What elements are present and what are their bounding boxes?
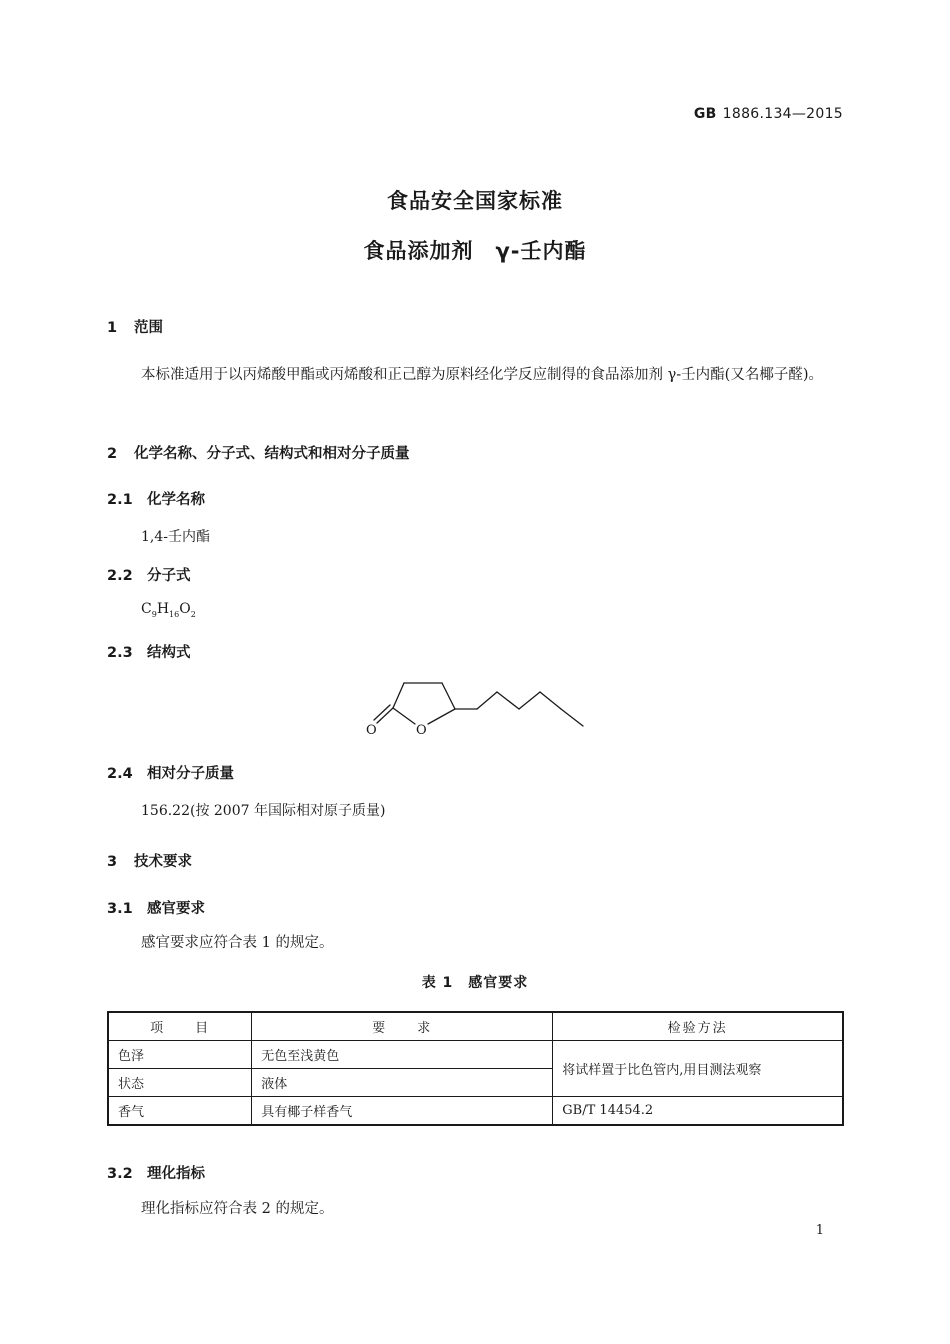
section-2-4-heading — [107, 762, 234, 783]
formula-subscript: 9 — [151, 609, 157, 619]
section-1-paragraph: 本标准适用于以丙烯酸甲酯或丙烯酸和正己醇为原料经化学反应制得的食品添加剂 γ-壬内酯(又名椰子醛)。 — [141, 367, 823, 383]
section-2-3-heading — [107, 641, 191, 662]
section-number: 2.4 — [107, 766, 133, 782]
table-1-caption: 表 1 感官要求 — [421, 975, 529, 991]
page-number: 1 — [815, 1223, 824, 1238]
section-2-1-heading — [107, 488, 205, 509]
section-number: 3.1 — [107, 901, 133, 917]
section-title: 结构式 — [147, 645, 191, 661]
section-number: 2.1 — [107, 492, 133, 508]
sensory-requirements-table — [107, 1011, 844, 1126]
section-2-heading — [107, 442, 410, 463]
section-number: 2 — [107, 446, 118, 462]
section-3-heading — [107, 850, 192, 871]
table-cell-item: 香气 — [108, 1097, 252, 1126]
section-title: 相对分子质量 — [147, 766, 234, 782]
table-cell-item: 色泽 — [108, 1041, 252, 1069]
section-3-2-heading — [107, 1162, 205, 1183]
sub-title: 食品添加剂 γ-壬内酯 — [363, 239, 587, 263]
section-title: 分子式 — [147, 568, 191, 584]
section-title: 化学名称 — [147, 492, 205, 508]
section-number: 2.3 — [107, 645, 133, 661]
section-title: 技术要求 — [134, 854, 192, 870]
chemical-name: 1,4-壬内酯 — [141, 529, 210, 545]
section-title: 范围 — [134, 320, 163, 336]
table-cell-method: GB/T 14454.2 — [553, 1097, 843, 1126]
structural-formula — [360, 672, 600, 742]
table-cell-method-merged: 将试样置于比色管内,用目测法观察 — [553, 1041, 843, 1097]
main-title: 食品安全国家标准 — [387, 189, 563, 213]
formula-element: H — [156, 601, 170, 617]
formula-subscript: 2 — [190, 609, 196, 619]
formula-element: C — [141, 601, 152, 617]
table-cell-requirement: 液体 — [252, 1069, 553, 1097]
standard-code-prefix: GB — [693, 106, 717, 122]
table-header-cell: 检验方法 — [553, 1012, 843, 1041]
formula-subscript: 16 — [169, 609, 180, 619]
table-cell-item: 状态 — [108, 1069, 252, 1097]
section-title: 理化指标 — [147, 1166, 205, 1182]
table-header-row — [108, 1012, 843, 1041]
table-row — [108, 1097, 843, 1126]
section-number: 3.2 — [107, 1166, 133, 1182]
molecular-formula — [141, 601, 196, 619]
standard-code-number: 1886.134—2015 — [722, 106, 843, 122]
table-cell-requirement: 无色至浅黄色 — [252, 1041, 553, 1069]
table-header-cell: 要 求 — [252, 1012, 553, 1041]
section-title: 化学名称、分子式、结构式和相对分子质量 — [134, 446, 410, 462]
molecular-mass: 156.22(按 2007 年国际相对原子质量) — [141, 803, 386, 819]
table-header-cell: 项 目 — [108, 1012, 252, 1041]
section-title: 感官要求 — [147, 901, 205, 917]
ring-oxygen-label: O — [416, 723, 427, 738]
section-3-1-paragraph: 感官要求应符合表 1 的规定。 — [141, 935, 334, 951]
section-number: 1 — [107, 320, 118, 336]
section-2-2-heading — [107, 564, 191, 585]
formula-element: O — [179, 601, 191, 617]
table-cell-requirement: 具有椰子样香气 — [252, 1097, 553, 1126]
section-number: 2.2 — [107, 568, 133, 584]
section-3-1-heading — [107, 897, 205, 918]
section-1-heading — [107, 316, 163, 337]
carbonyl-oxygen-label: O — [366, 723, 377, 738]
table-row — [108, 1041, 843, 1069]
standard-code — [694, 106, 843, 122]
section-3-2-paragraph: 理化指标应符合表 2 的规定。 — [141, 1201, 334, 1217]
section-number: 3 — [107, 854, 118, 870]
